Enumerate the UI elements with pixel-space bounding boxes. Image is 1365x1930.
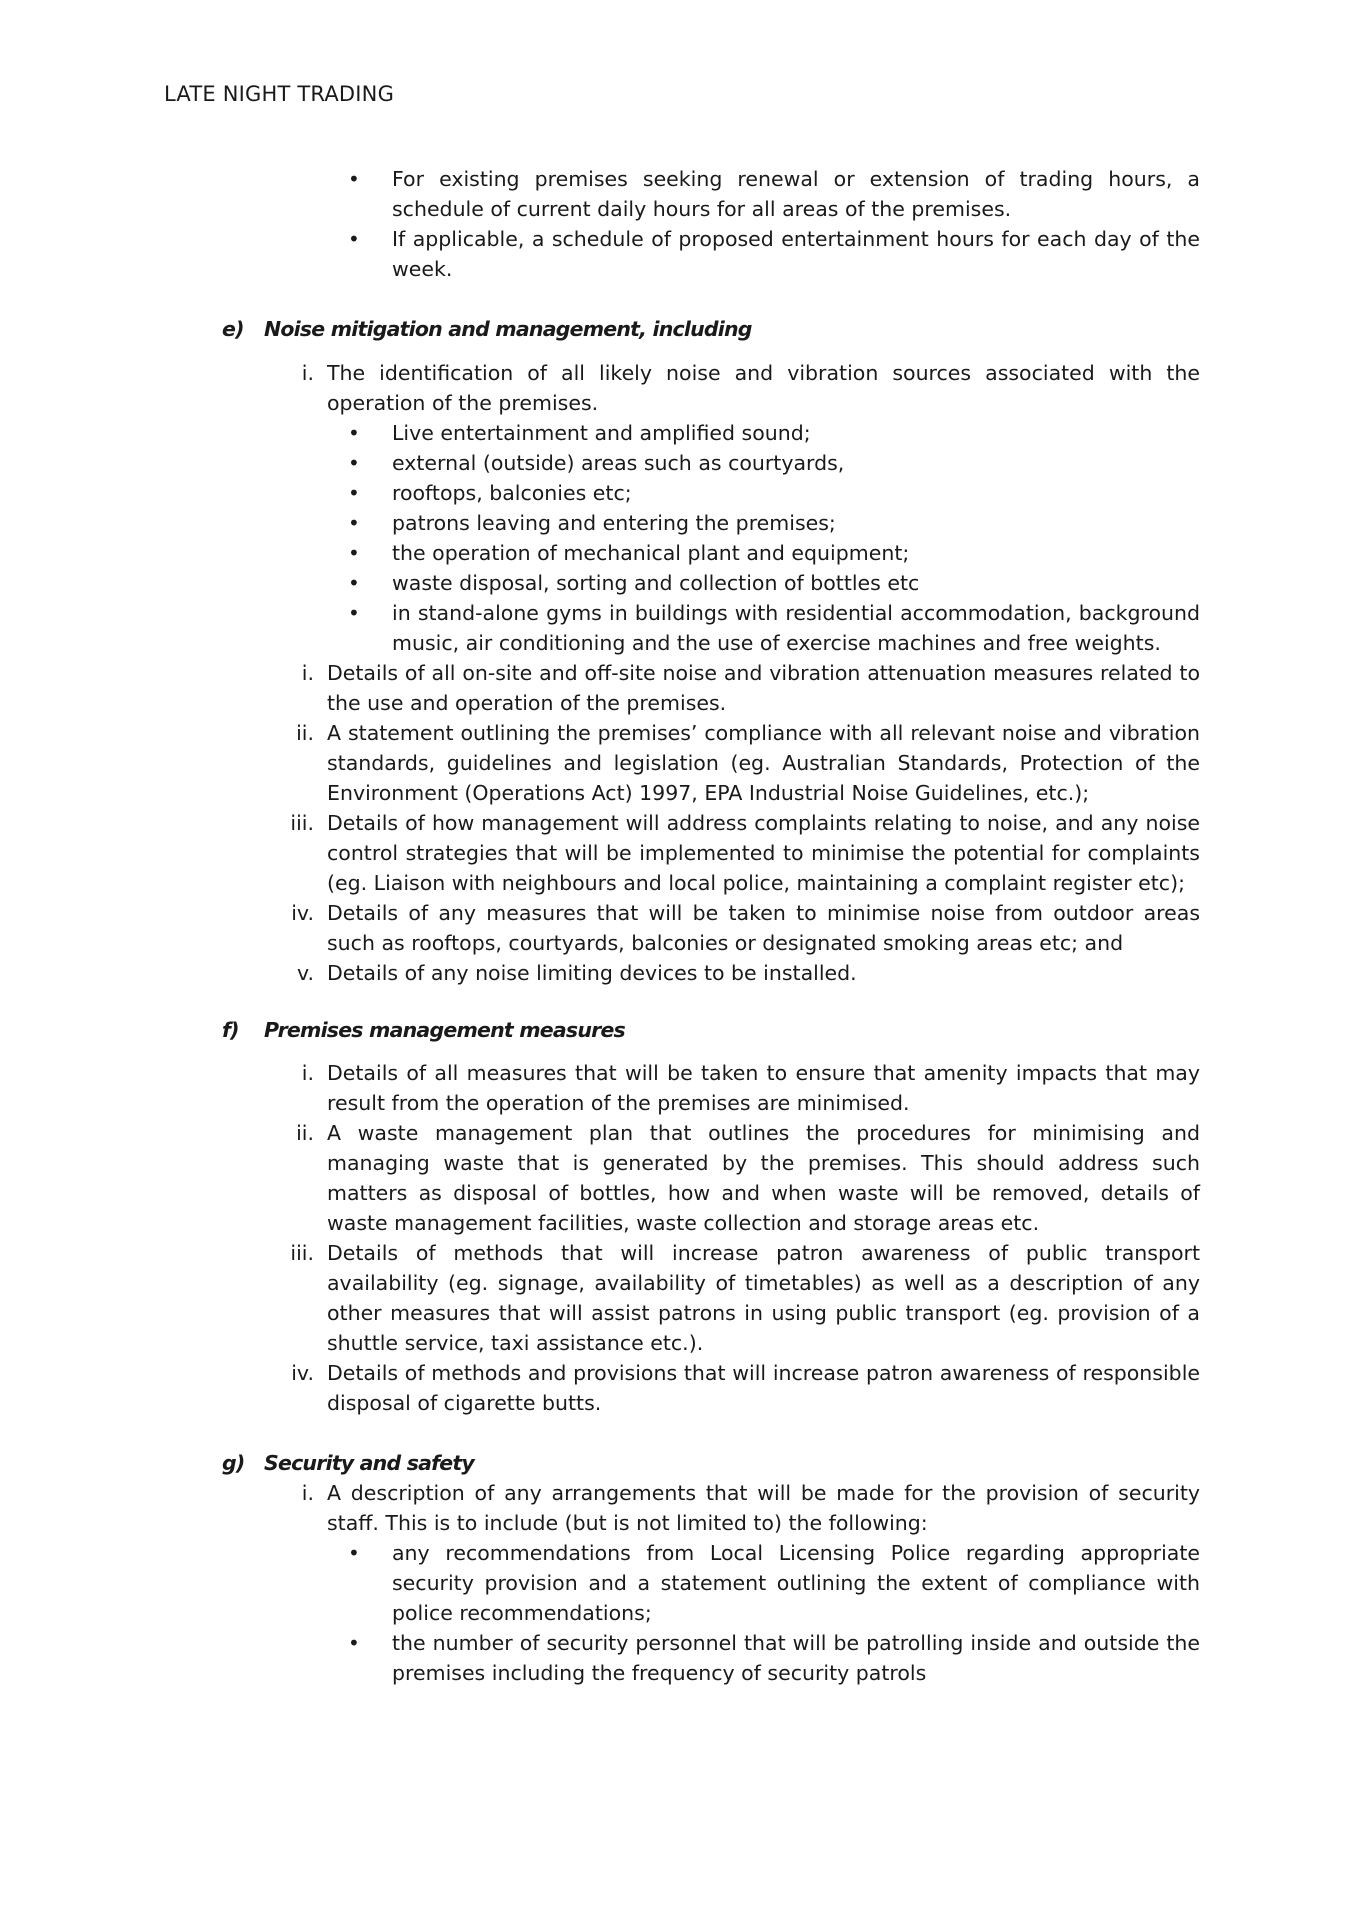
section-heading-e — [222, 314, 1365, 344]
roman-item — [291, 1358, 1200, 1418]
sub-bullet: • any recommendations from Local Licensing Police regarding appropriate security provision and a statement outlining the extent of compliance with police recommendations; — [392, 1538, 1200, 1628]
roman-numeral: v. — [296, 961, 314, 985]
roman-item-text: The identification of all likely noise and vibration sources associated with the operation of the premises. — [327, 361, 1200, 415]
roman-item — [301, 1058, 1200, 1118]
roman-numeral: i. — [301, 661, 314, 685]
roman-item-text: Details of methods and provisions that will increase patron awareness of responsible disposal of cigarette butts. — [327, 1361, 1200, 1415]
roman-item-text: Details of any noise limiting devices to be installed. — [327, 961, 857, 985]
sub-bullet: • rooftops, balconies etc; — [392, 478, 1200, 508]
roman-item — [296, 1118, 1200, 1238]
roman-numeral: i. — [301, 361, 314, 385]
roman-item — [301, 658, 1200, 718]
section-letter: f) — [222, 1018, 239, 1042]
roman-item-text: Details of any measures that will be taken to minimise noise from outdoor areas such as rooftops, courtyards, balconies or designated smoking areas etc; and — [327, 901, 1200, 955]
sub-bullet: • the operation of mechanical plant and equipment; — [392, 538, 1200, 568]
roman-numeral: iii. — [290, 811, 314, 835]
roman-item — [296, 958, 1200, 988]
roman-numeral: ii. — [296, 721, 314, 745]
roman-item-text: Details of methods that will increase patron awareness of public transport availability (eg. signage, availability of timetables) as well as a description of any other measures that will assist patrons in using public transport (eg. provision of a shuttle service, taxi assistance etc.). — [327, 1241, 1200, 1355]
roman-item-text: A waste management plan that outlines the procedures for minimising and managing waste that is generated by the premises. This should address such matters as disposal of bottles, how and when waste will be removed, details of waste management facilities, waste collection and storage areas etc. — [327, 1121, 1200, 1235]
roman-item-text: Details of all on-site and off-site noise and vibration attenuation measures related to the use and operation of the premises. — [327, 661, 1200, 715]
roman-item-text: Details of how management will address complaints relating to noise, and any noise control strategies that will be implemented to minimise the potential for complaints (eg. Liaison with neighbours and local police, maintaining a complaint register etc); — [327, 811, 1200, 895]
roman-item-text: A description of any arrangements that will be made for the provision of security staff. This is to include (but is not limited to) the following: — [327, 1481, 1200, 1535]
roman-numeral: i. — [301, 1061, 314, 1085]
section-title: Noise mitigation and management, including — [264, 317, 752, 341]
roman-numeral: iv. — [291, 1361, 314, 1385]
section-heading-f — [222, 1015, 1365, 1045]
roman-item — [290, 808, 1200, 898]
sub-bullet: • external (outside) areas such as courtyards, — [392, 448, 1200, 478]
section-letter: g) — [222, 1451, 245, 1475]
sub-bullet: • in stand-alone gyms in buildings with residential accommodation, background music, air conditioning and the use of exercise machines and free weights. — [392, 598, 1200, 658]
sub-bullet: • waste disposal, sorting and collection of bottles etc — [392, 568, 1200, 598]
sub-bullet: • the number of security personnel that will be patrolling inside and outside the premises including the frequency of security patrols — [392, 1628, 1200, 1688]
roman-item — [290, 1238, 1200, 1358]
intro-bullet: • For existing premises seeking renewal or extension of trading hours, a schedule of current daily hours for all areas of the premises. — [392, 164, 1200, 224]
roman-numeral: ii. — [296, 1121, 314, 1145]
roman-item — [301, 1478, 1200, 1538]
intro-bullet: • If applicable, a schedule of proposed entertainment hours for each day of the week. — [392, 224, 1200, 284]
roman-item-text: A statement outlining the premises’ compliance with all relevant noise and vibration standards, guidelines and legislation (eg. Australian Standards, Protection of the Environment (Operations Act) 1997, EPA Industrial Noise Guidelines, etc.); — [327, 721, 1200, 805]
roman-item — [301, 358, 1200, 418]
section-title: Security and safety — [264, 1451, 474, 1475]
roman-item — [291, 898, 1200, 958]
section-title: Premises management measures — [264, 1018, 625, 1042]
page-content — [0, 164, 1365, 1688]
roman-item-text: Details of all measures that will be taken to ensure that amenity impacts that may result from the operation of the premises are minimised. — [327, 1061, 1200, 1115]
section-heading-g — [222, 1448, 1365, 1478]
running-header: LATE NIGHT TRADING — [164, 82, 395, 106]
sub-bullet: • patrons leaving and entering the premises; — [392, 508, 1200, 538]
roman-item — [296, 718, 1200, 808]
sub-bullet: • Live entertainment and amplified sound; — [392, 418, 1200, 448]
section-letter: e) — [222, 317, 244, 341]
roman-numeral: i. — [301, 1481, 314, 1505]
roman-numeral: iii. — [290, 1241, 314, 1265]
roman-numeral: iv. — [291, 901, 314, 925]
